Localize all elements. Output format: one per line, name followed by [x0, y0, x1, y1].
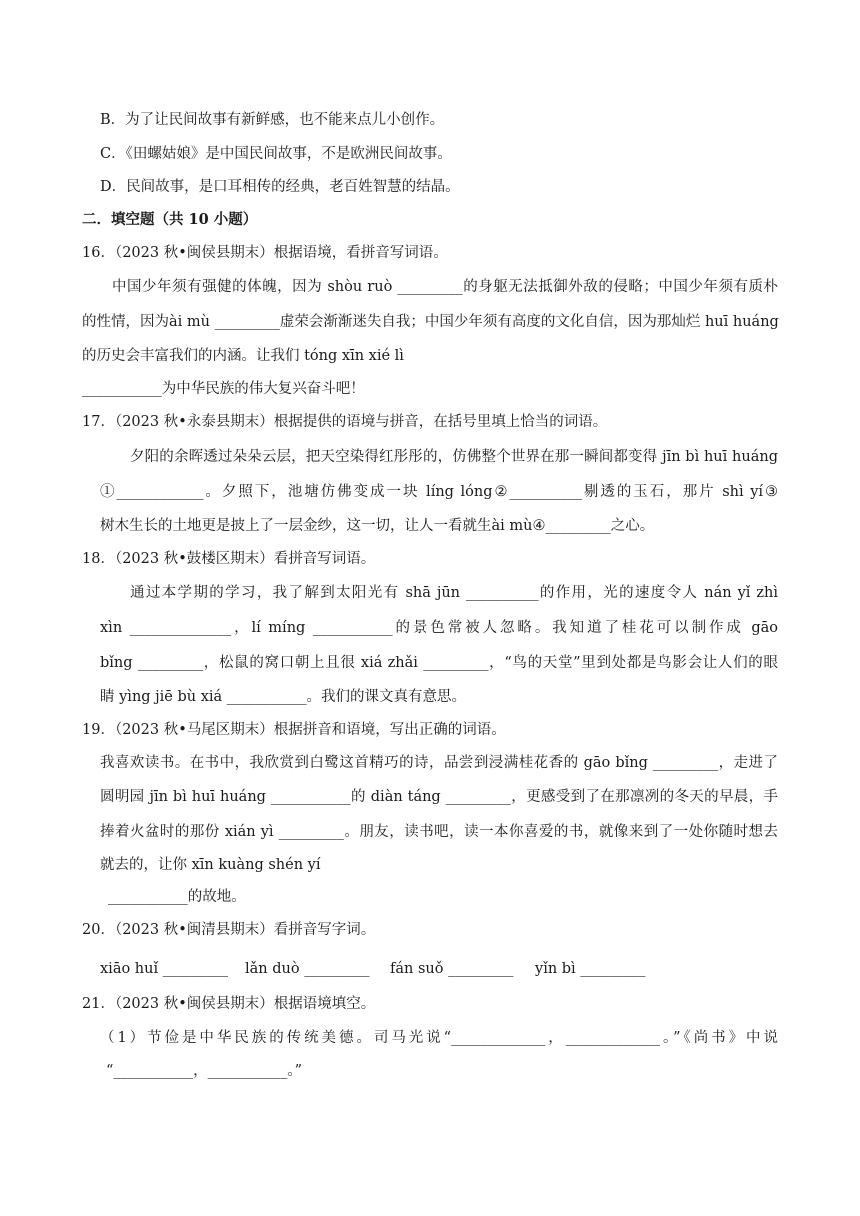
question-21-header: 21．（2023 秋•闽侯县期末）根据语境填空。	[82, 996, 376, 1012]
question-18-line: 通过本学期的学习，我了解到太阳光有 shā jūn __________的作用，光的速度令人 nán yǐ zhì	[130, 585, 778, 601]
question-17-line: 树木生长的土地更是披上了一层金纱，这一切，让人一看就生ài mù④_________之心。	[100, 518, 655, 534]
question-20-header: 20．（2023 秋•闽清县期末）看拼音写字词。	[82, 922, 376, 938]
section-heading: 二．填空题（共 10 小题）	[82, 211, 258, 228]
question-16-header: 16．（2023 秋•闽侯县期末）根据语境，看拼音写词语。	[82, 245, 448, 261]
question-16-line: 中国少年须有强健的体魄，因为 shòu ruò _________的身躯无法抵御外敌的侵略；中国少年须有质朴	[112, 279, 778, 295]
question-18-line: xìn ______________，lí míng ___________的景色常被人忽略。我知道了桂花可以制作成 gāo	[100, 620, 778, 636]
question-19-line: 我喜欢读书。在书中，我欣赏到白鹭这首精巧的诗，品尝到浸满桂花香的 gāo bǐng _________，走进了	[100, 755, 778, 771]
question-18-header: 18．（2023 秋•鼓楼区期末）看拼音写词语。	[82, 551, 376, 567]
question-16-line: 的性情，因为ài mù _________虚荣会渐渐迷失自我；中国少年须有高度的文化自信，因为那灿烂 huī huáng	[82, 314, 779, 330]
question-20-item: fán suǒ _________	[390, 961, 514, 977]
question-20-item: xiāo huǐ _________	[100, 961, 228, 977]
question-17-header: 17．（2023 秋•永泰县期末）根据提供的语境与拼音，在括号里填上恰当的词语。	[82, 414, 608, 430]
question-19-line: 捧着火盆时的那份 xián yì _________。朋友，读书吧，读一本你喜爱的书，就像来到了一处你随时想去	[100, 824, 778, 840]
option-c: C．《田螺姑娘》是中国民间故事，不是欧洲民间故事。	[100, 146, 452, 162]
question-16-line: ___________为中华民族的伟大复兴奋斗吧！	[82, 381, 365, 397]
question-16-line: 的历史会丰富我们的内涵。让我们 tóng xīn xié lì	[82, 348, 404, 364]
option-d: D．民间故事，是口耳相传的经典，老百姓智慧的结晶。	[100, 179, 460, 195]
question-19-line: ___________的故地。	[108, 889, 246, 905]
question-19-header: 19．（2023 秋•马尾区期末）根据拼音和语境，写出正确的词语。	[82, 722, 506, 738]
question-18-line: 睛 yìng jiē bù xiá ___________。我们的课文真有意思。	[100, 689, 467, 705]
question-17-line: 夕阳的余晖透过朵朵云层，把天空染得红彤彤的，仿佛整个世界在那一瞬间都变得 jīn bì huī huáng	[130, 449, 778, 465]
question-17-line: ①____________。夕照下，池塘仿佛变成一块 líng lóng②__________剔透的玉石，那片 shì yí③	[100, 484, 778, 500]
question-19-line: 圆明园 jīn bì huī huáng ___________的 diàn táng _________，更感受到了在那凛冽的冬天的早晨，手	[100, 789, 778, 805]
question-21-line: “___________，___________。”	[106, 1063, 303, 1079]
option-b: B．为了让民间故事有新鲜感，也不能来点儿小创作。	[100, 112, 445, 128]
question-20-item: lǎn duò _________	[245, 961, 370, 977]
question-19-line: 就去的，让你 xīn kuàng shén yí	[100, 857, 321, 873]
question-21-line: （1）节俭是中华民族的传统美德。司马光说“_____________，_____________。”《尚书》中说	[100, 1030, 778, 1046]
question-18-line: bǐng _________，松鼠的窝口朝上且很 xiá zhǎi _________，“鸟的天堂”里到处都是鸟影会让人们的眼	[100, 655, 778, 671]
question-20-item: yǐn bì _________	[535, 961, 646, 977]
